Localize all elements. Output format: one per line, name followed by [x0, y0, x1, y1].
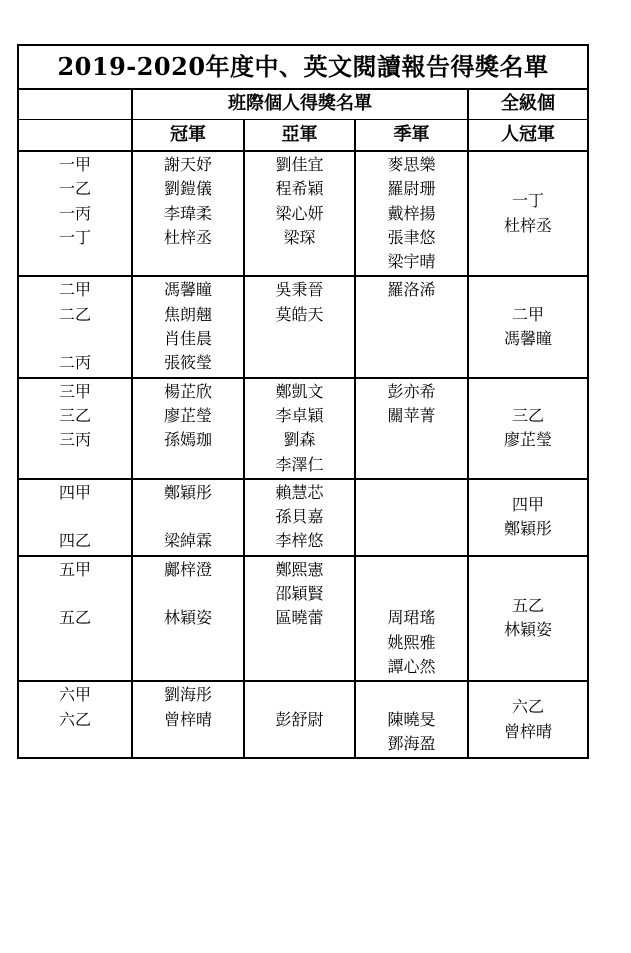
first-place-column	[132, 556, 244, 681]
class-column	[18, 681, 132, 758]
second-place-name	[245, 683, 354, 707]
second-place-name	[245, 327, 354, 351]
award-sheet	[17, 44, 587, 759]
third-place-name	[356, 481, 467, 505]
second-place-name	[245, 732, 354, 756]
champion-name: 杜梓丞	[504, 215, 553, 235]
first-place-name	[133, 655, 243, 679]
first-place-name: 馮馨瞳	[163, 280, 212, 300]
first-place-column	[132, 276, 244, 377]
third-place-column	[355, 151, 468, 276]
header-grade-award-line1: 全級個	[468, 89, 588, 120]
class-name: 二丙	[58, 353, 91, 373]
grade-champion-cell	[468, 556, 588, 681]
header-grade-award-line2: 人冠軍	[468, 120, 588, 152]
class-name: 六甲	[58, 685, 91, 705]
class-name: 三丙	[58, 430, 91, 450]
second-place-name: 邵穎賢	[275, 584, 324, 604]
champion-class: 二甲	[512, 304, 545, 324]
class-name: 二乙	[58, 304, 91, 324]
second-place-name: 彭舒尉	[275, 709, 324, 729]
header-class-blank	[18, 89, 132, 120]
first-place-column	[132, 681, 244, 758]
grade-group	[18, 378, 588, 479]
first-place-name	[133, 453, 243, 477]
second-place-name: 鄭熙憲	[275, 559, 324, 579]
first-place-name	[133, 732, 243, 756]
champion-name: 鄭穎彤	[504, 519, 553, 539]
grade-group	[18, 151, 588, 276]
first-place-name	[133, 582, 243, 606]
third-place-name: 羅洛浠	[387, 280, 436, 300]
first-place-name	[133, 505, 243, 529]
grade-group	[18, 556, 588, 681]
first-place-name: 焦朗翹	[163, 304, 212, 324]
second-place-name	[245, 655, 354, 679]
second-place-name	[245, 250, 354, 274]
third-place-name	[356, 428, 467, 452]
class-name: 一乙	[58, 179, 91, 199]
second-place-name: 程希穎	[275, 179, 324, 199]
first-place-name: 李瑋柔	[163, 203, 212, 223]
first-place-name	[133, 631, 243, 655]
class-column	[18, 276, 132, 377]
class-column	[18, 556, 132, 681]
page-title: 2019-2020年度中、英文閱讀報告得獎名單	[18, 45, 588, 89]
grade-champion-cell	[468, 276, 588, 377]
second-place-name: 李梓悠	[275, 531, 324, 551]
second-place-name: 吳秉晉	[275, 280, 324, 300]
first-place-column	[132, 378, 244, 479]
third-place-name: 譚心然	[387, 656, 436, 676]
class-name	[19, 250, 131, 274]
grade-group	[18, 681, 588, 758]
champion-name: 林穎姿	[504, 620, 553, 640]
third-place-column	[355, 556, 468, 681]
second-place-column	[244, 378, 355, 479]
class-column	[18, 151, 132, 276]
first-place-name: 張筱瑩	[163, 353, 212, 373]
first-place-name: 楊芷欣	[163, 381, 212, 401]
class-column	[18, 378, 132, 479]
header-second: 亞軍	[244, 120, 355, 152]
first-place-name	[133, 250, 243, 274]
class-name: 四甲	[58, 482, 91, 502]
header-first: 冠軍	[132, 120, 244, 152]
second-place-name: 梁心妍	[275, 203, 324, 223]
class-name: 五甲	[58, 559, 91, 579]
first-place-name: 廖芷瑩	[163, 405, 212, 425]
third-place-name	[356, 558, 467, 582]
third-place-column	[355, 681, 468, 758]
second-place-name: 劉森	[283, 430, 316, 450]
second-place-name	[245, 351, 354, 375]
third-place-name: 關苹菁	[387, 405, 436, 425]
third-place-name: 麥思樂	[387, 155, 436, 174]
class-name: 三甲	[58, 381, 91, 401]
first-place-name: 肖佳晨	[163, 329, 212, 349]
champion-class: 五乙	[512, 596, 545, 616]
class-name	[19, 732, 131, 756]
first-place-name: 曾梓晴	[163, 709, 212, 729]
third-place-column	[355, 479, 468, 556]
third-place-name: 姚熙雅	[387, 632, 436, 652]
third-place-column	[355, 276, 468, 377]
third-place-name: 陳曉旻	[387, 709, 436, 729]
champion-name: 曾梓晴	[504, 721, 553, 741]
third-place-name	[356, 505, 467, 529]
third-place-name: 鄧海盈	[387, 733, 436, 753]
second-place-name: 劉佳宜	[275, 155, 324, 174]
champion-name: 馮馨瞳	[504, 329, 553, 349]
class-column	[18, 479, 132, 556]
first-place-name: 鄭穎彤	[163, 482, 212, 502]
third-place-name: 張聿悠	[387, 227, 436, 247]
header-class-blank-2	[18, 120, 132, 152]
class-name: 一丙	[58, 203, 91, 223]
class-name: 五乙	[58, 608, 91, 628]
first-place-name: 鄺梓澄	[163, 559, 212, 579]
third-place-name: 羅尉珊	[387, 179, 436, 199]
third-place-name	[356, 303, 467, 327]
second-place-name	[245, 631, 354, 655]
class-name	[19, 505, 131, 529]
class-name: 一甲	[58, 155, 91, 174]
grade-champion-cell	[468, 479, 588, 556]
header-class-award: 班際個人得獎名單	[132, 89, 468, 120]
first-place-name: 劉鎧儀	[163, 179, 212, 199]
third-place-name	[356, 453, 467, 477]
third-place-column	[355, 378, 468, 479]
third-place-name: 彭亦希	[387, 381, 436, 401]
class-name	[19, 655, 131, 679]
class-name	[19, 631, 131, 655]
second-place-name: 區曉蕾	[275, 608, 324, 628]
grade-group	[18, 479, 588, 556]
class-name: 三乙	[58, 405, 91, 425]
second-place-name: 李澤仁	[275, 454, 324, 474]
champion-class: 六乙	[512, 697, 545, 717]
champion-class: 一丁	[512, 191, 545, 211]
second-place-name: 梁琛	[283, 227, 316, 247]
first-place-name: 劉海彤	[163, 685, 212, 705]
class-name	[19, 582, 131, 606]
grade-champion-cell	[468, 681, 588, 758]
class-name: 六乙	[58, 709, 91, 729]
grade-group	[18, 276, 588, 377]
first-place-name: 梁綽霖	[163, 531, 212, 551]
award-table	[17, 44, 589, 759]
third-place-name	[356, 582, 467, 606]
class-name: 二甲	[58, 280, 91, 300]
second-place-column	[244, 681, 355, 758]
grade-champion-cell	[468, 378, 588, 479]
second-place-name: 鄭凱文	[275, 381, 324, 401]
first-place-name: 孫嫣珈	[163, 430, 212, 450]
second-place-name: 孫貝嘉	[275, 507, 324, 527]
second-place-name: 賴慧芯	[275, 482, 324, 502]
third-place-name: 戴梓揚	[387, 203, 436, 223]
third-place-name: 周珺瑤	[387, 608, 436, 628]
second-place-column	[244, 556, 355, 681]
second-place-column	[244, 151, 355, 276]
third-place-name: 梁宇晴	[387, 252, 436, 272]
first-place-name: 林穎姿	[163, 608, 212, 628]
second-place-column	[244, 479, 355, 556]
first-place-column	[132, 479, 244, 556]
first-place-column	[132, 151, 244, 276]
header-third: 季軍	[355, 120, 468, 152]
third-place-name	[356, 529, 467, 553]
class-name: 一丁	[58, 227, 91, 247]
class-name	[19, 327, 131, 351]
champion-class: 三乙	[512, 405, 545, 425]
third-place-name	[356, 683, 467, 707]
first-place-name: 謝天妤	[163, 155, 212, 174]
second-place-column	[244, 276, 355, 377]
first-place-name: 杜梓丞	[163, 227, 212, 247]
champion-class: 四甲	[512, 495, 545, 514]
class-name: 四乙	[58, 531, 91, 551]
second-place-name: 莫皓天	[275, 304, 324, 324]
third-place-name	[356, 351, 467, 375]
class-name	[19, 453, 131, 477]
champion-name: 廖芷瑩	[504, 430, 553, 450]
second-place-name: 李卓穎	[275, 405, 324, 425]
third-place-name	[356, 327, 467, 351]
grade-champion-cell	[468, 151, 588, 276]
